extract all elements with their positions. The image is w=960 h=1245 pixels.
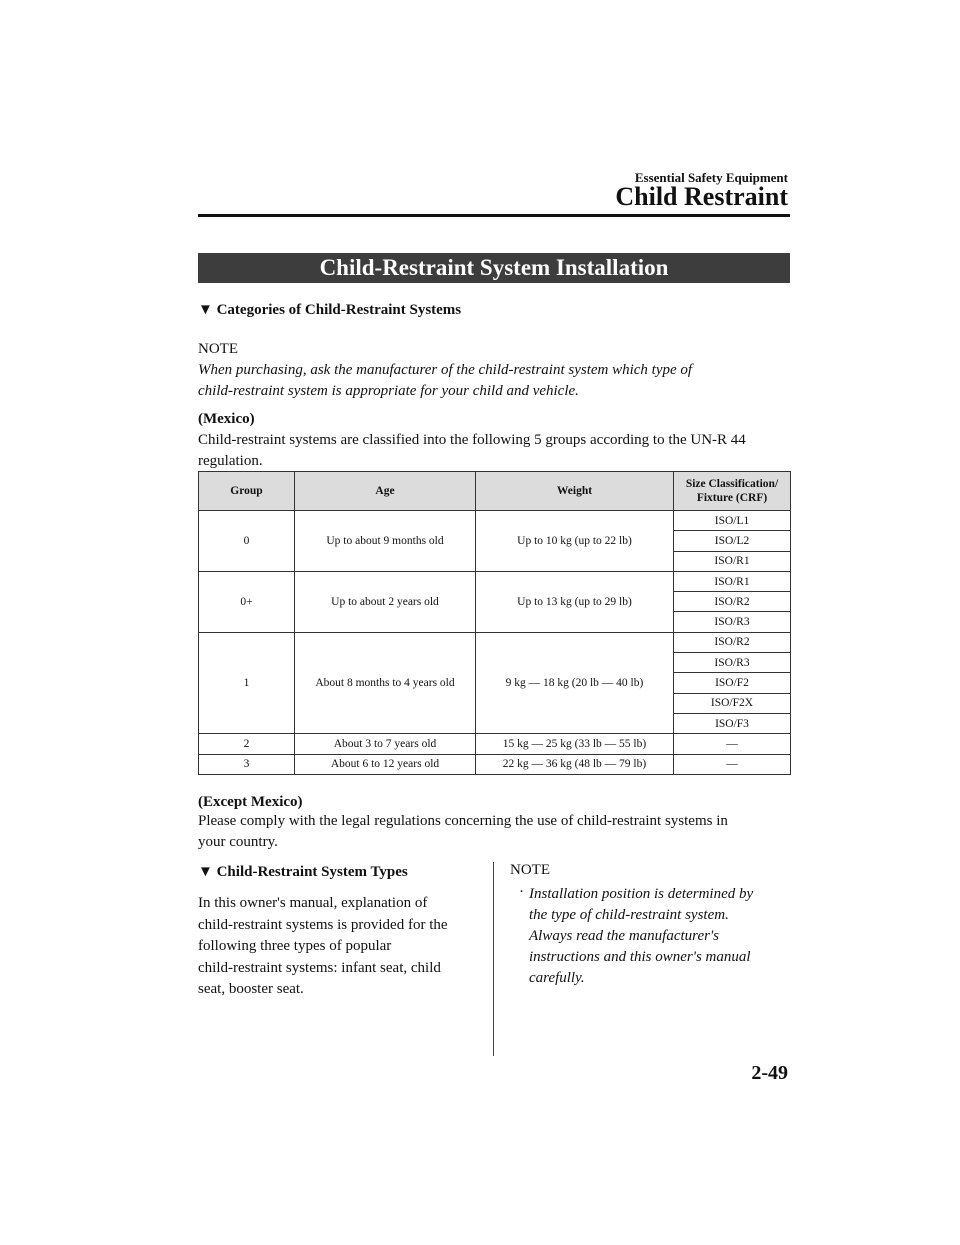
size-cell: ISO/R3 xyxy=(674,612,791,632)
header-rule xyxy=(198,214,790,217)
table-row xyxy=(199,511,791,531)
weight-cell: 22 kg — 36 kg (48 lb — 79 lb) xyxy=(476,754,674,774)
note2-bullet-text xyxy=(529,884,779,989)
bullet-dot: · xyxy=(519,884,524,900)
age-cell: Up to about 9 months old xyxy=(295,511,476,572)
header-section: Essential Safety Equipment xyxy=(634,170,788,185)
age-cell: About 3 to 7 years old xyxy=(295,734,476,754)
except-mexico-text-line-1: Please comply with the legal regulations concerning the use of child-restraint systems in xyxy=(198,813,728,829)
types-line: In this owner's manual, explanation of xyxy=(198,895,428,911)
size-cell: ISO/R3 xyxy=(674,653,791,673)
size-cell: ISO/R1 xyxy=(674,571,791,591)
types-paragraph xyxy=(198,893,478,1001)
types-line: child-restraint systems: infant seat, child xyxy=(198,959,441,976)
size-cell: ISO/L1 xyxy=(674,511,791,531)
types-line: child-restraint systems is provided for the xyxy=(198,916,448,933)
size-cell: ISO/F2X xyxy=(674,693,791,713)
weight-cell: Up to 10 kg (up to 22 lb) xyxy=(476,511,674,572)
table-row xyxy=(199,571,791,591)
note2-label: NOTE xyxy=(510,862,550,878)
weight-cell: 15 kg — 25 kg (33 lb — 55 lb) xyxy=(476,734,674,754)
types-heading: ▼ Child-Restraint System Types xyxy=(198,864,408,880)
size-cell: ISO/R2 xyxy=(674,632,791,652)
group-cell: 1 xyxy=(199,632,295,733)
table-header-row xyxy=(199,472,791,511)
mexico-label: (Mexico) xyxy=(198,411,255,427)
note2-line: the type of child-restraint system. xyxy=(529,907,729,923)
size-cell: — xyxy=(674,734,791,754)
weight-cell: Up to 13 kg (up to 29 lb) xyxy=(476,571,674,632)
size-cell: ISO/F2 xyxy=(674,673,791,693)
section-banner: Child-Restraint System Installation xyxy=(198,253,790,283)
except-mexico-text-line-2: your country. xyxy=(198,834,278,850)
types-line: following three types of popular xyxy=(198,938,392,954)
table-row xyxy=(199,754,791,774)
note2-line: carefully. xyxy=(529,970,585,986)
size-cell: ISO/R1 xyxy=(674,551,791,571)
note2-line: Always read the manufacturer's xyxy=(529,928,719,944)
table-row xyxy=(199,734,791,754)
header-size-classification: Size Classification/ Fixture (CRF) xyxy=(674,472,791,511)
group-cell: 0+ xyxy=(199,571,295,632)
except-mexico-label: (Except Mexico) xyxy=(198,794,303,810)
age-cell: About 6 to 12 years old xyxy=(295,754,476,774)
weight-cell: 9 kg — 18 kg (20 lb — 40 lb) xyxy=(476,632,674,733)
age-cell: About 8 months to 4 years old xyxy=(295,632,476,733)
note-text-line-2: child-restraint system is appropriate for your child and vehicle. xyxy=(198,383,579,399)
note2-line: Installation position is determined by xyxy=(529,886,754,902)
header-title: Child Restraint xyxy=(615,182,788,211)
table-row xyxy=(199,632,791,652)
mexico-text-line-1: Child-restraint systems are classified into the following 5 groups according to the UN-R 44 xyxy=(198,432,746,448)
note-label: NOTE xyxy=(198,341,238,357)
group-cell: 3 xyxy=(199,754,295,774)
header-weight: Weight xyxy=(476,472,674,511)
size-cell: ISO/R2 xyxy=(674,592,791,612)
group-cell: 0 xyxy=(199,511,295,572)
column-divider xyxy=(493,862,494,1056)
mexico-text-line-2: regulation. xyxy=(198,453,263,469)
size-cell: ISO/L2 xyxy=(674,531,791,551)
age-cell: Up to about 2 years old xyxy=(295,571,476,632)
size-cell: — xyxy=(674,754,791,774)
header-group: Group xyxy=(199,472,295,511)
header-age: Age xyxy=(295,472,476,511)
note-text-line-1: When purchasing, ask the manufacturer of the child-restraint system which type of xyxy=(198,362,693,378)
note2-line: instructions and this owner's manual xyxy=(529,949,751,965)
group-classification-table xyxy=(198,471,791,775)
categories-heading: ▼ Categories of Child-Restraint Systems xyxy=(198,302,462,318)
group-cell: 2 xyxy=(199,734,295,754)
page-number: 2-49 xyxy=(751,1062,788,1084)
size-cell: ISO/F3 xyxy=(674,713,791,733)
types-line: seat, booster seat. xyxy=(198,981,304,997)
